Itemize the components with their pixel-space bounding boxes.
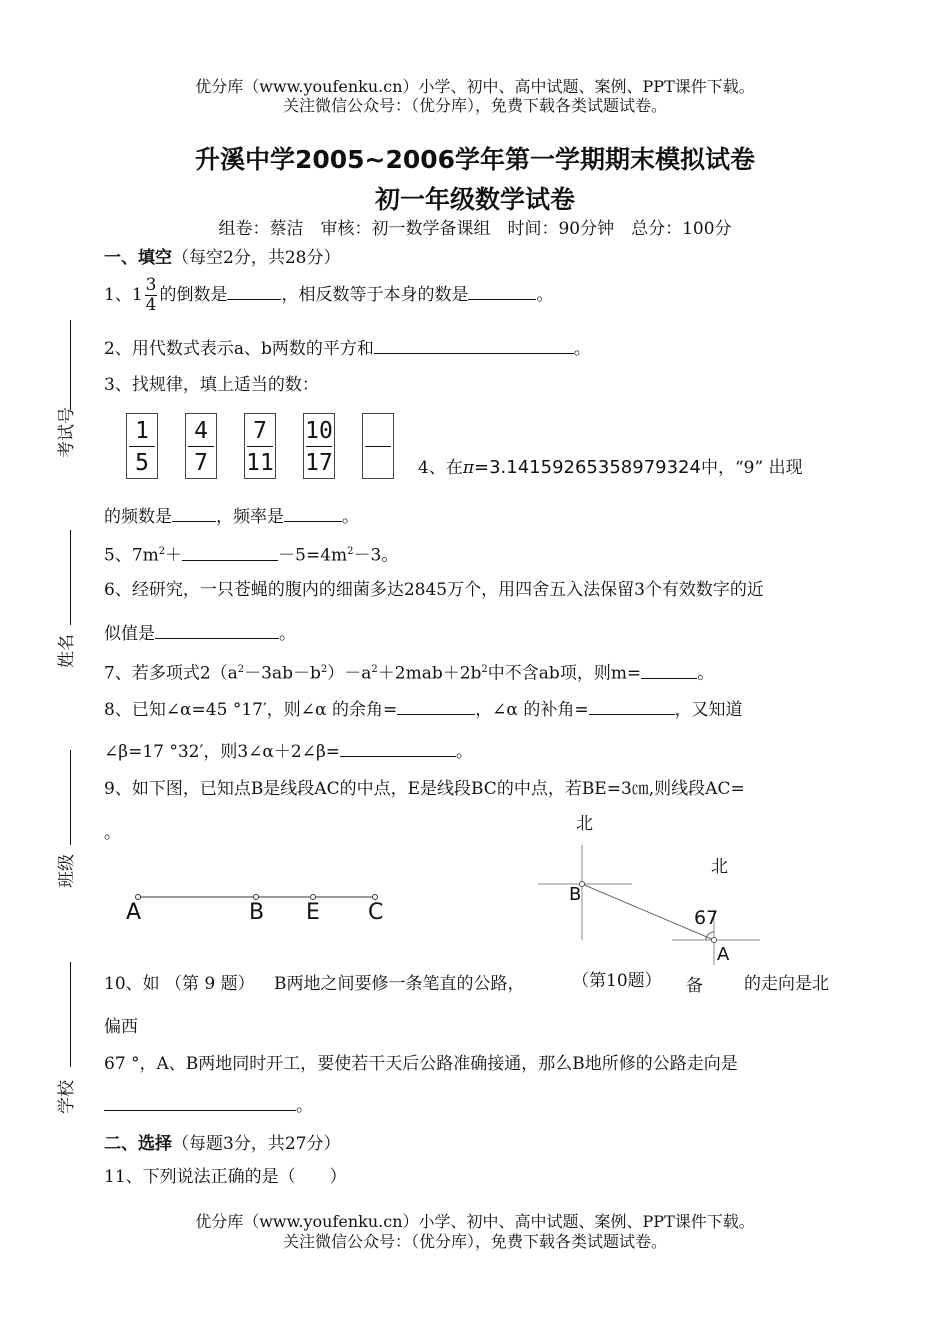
point-label-b: B xyxy=(249,900,265,925)
school-line xyxy=(70,962,71,1067)
exam-meta: 组卷：蔡洁 审核：初一数学备课组 时间：90分钟 总分：100分 xyxy=(218,219,732,239)
direction-point-a: A xyxy=(717,944,730,965)
north-label-2: 北 xyxy=(711,857,728,877)
header-line-1: 优分库（www.youfenku.cn）小学、初中、高中试题、案例、PPT课件下载。 xyxy=(195,77,755,96)
answer-blank[interactable] xyxy=(155,622,279,639)
question-3: 3、找规律，填上适当的数： xyxy=(104,375,319,395)
answer-blank[interactable] xyxy=(104,1094,296,1111)
question-7: 7、若多项式$2(a^2-3ab-b^2)-a^2+2mab+2b^2$中不含ab项，则m= 。 xyxy=(104,663,715,684)
class-line xyxy=(70,750,71,845)
question-9-end: 。 xyxy=(104,823,121,843)
side-label-name: 姓名 xyxy=(57,634,77,668)
footer-line-1: 优分库（www.youfenku.cn）小学、初中、高中试题、案例、PPT课件下载。 xyxy=(195,1212,755,1231)
answer-blank[interactable] xyxy=(374,337,574,354)
point-label-c: C xyxy=(368,900,384,925)
question-10-fragment: 备 xyxy=(686,976,703,996)
question-2: 2、用代数式表示a、b两数的平方和 。 xyxy=(104,339,591,359)
question-10-mid: B两地之间要修一条笔直的公路， xyxy=(274,974,525,994)
north-label-1: 北 xyxy=(576,814,593,834)
question-8-cont: ∠β=17 °32′，则3∠α＋2∠β= 。 xyxy=(104,742,474,762)
side-label-class: 班级 xyxy=(57,854,77,888)
pattern-card-3: 7 11 xyxy=(244,413,276,479)
header-line-2: 关注微信公众号：（优分库），免费下载各类试题试卷。 xyxy=(282,96,667,115)
answer-blank[interactable] xyxy=(589,698,675,715)
pattern-card-blank[interactable] xyxy=(362,413,394,479)
side-label-exam-no: 考试号 xyxy=(57,407,77,458)
question-10-line2: 偏西 xyxy=(104,1017,138,1037)
question-4: 4、在π=3.14159265358979324中，“9” 出现 xyxy=(418,457,803,478)
pattern-card-1: 1 5 xyxy=(126,413,158,479)
pattern-card-2: 4 7 xyxy=(185,413,217,479)
question-4-cont: 的频数是 ，频率是 。 xyxy=(104,507,359,527)
answer-blank[interactable] xyxy=(182,544,278,561)
pattern-card-4: 10 17 xyxy=(303,413,335,479)
question-10-answer: 。 xyxy=(104,1094,313,1117)
section-2-heading: 二、选择（每题3分，共27分） xyxy=(104,1134,341,1154)
angle-label-67: 67 xyxy=(694,907,719,929)
point-label-a: A xyxy=(126,900,142,925)
name-line xyxy=(70,530,71,625)
question-9: 9、如下图，已知点B是线段AC的中点，E是线段BC的中点，若BE=3㎝,则线段AC= xyxy=(104,779,745,799)
answer-blank[interactable] xyxy=(397,698,475,715)
question-8: 8、已知∠α=45 °17′，则∠α 的余角= ，∠α 的补角= ，又知道 xyxy=(104,700,743,720)
answer-blank[interactable] xyxy=(172,505,216,522)
answer-blank[interactable] xyxy=(468,283,536,300)
figure-10-caption: （第10题） xyxy=(572,971,662,991)
question-11: 11、下列说法正确的是（ ） xyxy=(104,1167,347,1187)
section-1-heading: 一、填空（每空2分，共28分） xyxy=(104,248,341,268)
question-5: 5、$7m^2+ -5=4m^2-3$。 xyxy=(104,545,399,566)
question-6: 6、经研究，一只苍蝇的腹内的细菌多达2845万个，用四舍五入法保留3个有效数字的近 xyxy=(104,580,764,600)
direction-point-b: B xyxy=(569,884,582,905)
question-1: 1、1 $\frac{3}{4}$ 的倒数是 ，相反数等于本身的数是 。 xyxy=(104,275,554,315)
direction-diagram xyxy=(530,840,770,970)
question-6-cont: 似值是 。 xyxy=(104,624,296,644)
answer-blank[interactable] xyxy=(284,505,342,522)
answer-blank[interactable] xyxy=(641,662,697,679)
question-10-end: 的走向是北 xyxy=(744,974,829,994)
answer-blank[interactable] xyxy=(227,283,281,300)
page-title: 升溪中学2005~2006学年第一学期期末模拟试卷 xyxy=(194,145,756,174)
exam-no-line xyxy=(70,320,71,410)
figure-9-caption: （第 9 题） xyxy=(165,974,255,994)
side-label-school: 学校 xyxy=(57,1080,77,1114)
question-10-start: 10、如 xyxy=(104,974,160,994)
footer-line-2: 关注微信公众号：（优分库），免费下载各类试题试卷。 xyxy=(282,1232,667,1251)
question-10-line3: 67 °，A、B两地同时开工，要使若干天后公路准确接通，那么B地所修的公路走向是 xyxy=(104,1054,738,1074)
point-label-e: E xyxy=(306,900,320,925)
page-subtitle: 初一年级数学试卷 xyxy=(374,185,575,214)
fraction-3-4: $\frac{3}{4}$ xyxy=(145,275,157,315)
answer-blank[interactable] xyxy=(340,740,456,757)
